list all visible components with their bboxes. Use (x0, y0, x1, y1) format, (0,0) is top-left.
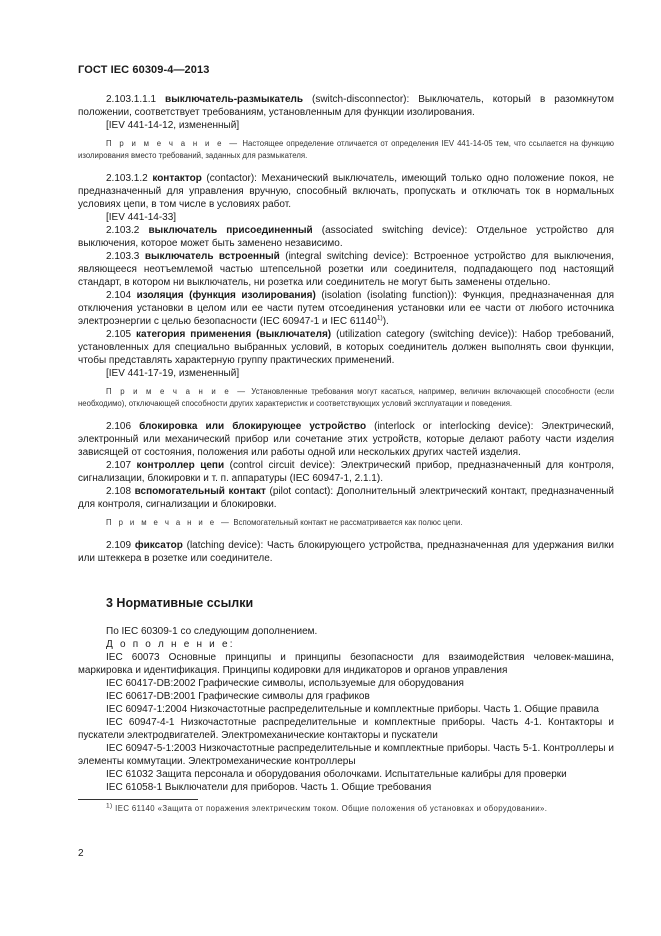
clause-2-103-2: 2.103.2 выключатель присоединенный (associated switching device): Отдельное устройство для выключения, которое может быть заменено независимо. (78, 225, 614, 249)
footnote: $^{1)}$ IEC 61140 «Защита от поражения электрическим током. Общие положения об установках и оборудовании». (106, 802, 548, 813)
clause-2-108: 2.108 вспомогательный контакт (pilot contact): Дополнительный электрический контакт, предназначенный для контроля, сигнализации и блокировки. (78, 486, 614, 510)
normative-ref: IEC 60947-5-1:2003 Низкочастотные распределительные и комплектные приборы. Часть 5-1. Контроллеры и элементы коммутации. Электромеханические контроллеры (78, 743, 614, 767)
clause-2-109: 2.109 фиксатор (latching device): Часть блокирующего устройства, предназначенная для удержания вилки или штеккера в розетке или соединителе. (78, 540, 614, 564)
footnote-mark: 1) (376, 314, 383, 322)
clause-2-107: 2.107 контроллер цепи (control circuit device): Электрический прибор, предназначенный для контроля, сигнализации, блокировки и т. п. аппаратуры (IEC 60947-1, 2.1.1). (78, 460, 614, 484)
term: выключатель встроенный (144, 251, 280, 262)
term: изоляция (функция изолирования) (136, 290, 316, 301)
addition-label: Д о п о л н е н и е: (106, 639, 235, 650)
page-number: 2 (78, 848, 84, 859)
normative-ref: IEC 61032 Защита персонала и оборудования оболочками. Испытательные калибры для проверки (106, 769, 567, 780)
iev-reference: [IEV 441-14-12, измененный] (106, 120, 240, 131)
term: категория применения (выключателя) (136, 329, 332, 340)
term: выключатель-размыкатель (165, 94, 304, 105)
section-intro: По IEC 60309-1 со следующим дополнением. (106, 626, 318, 637)
normative-ref: IEC 60417-DB:2002 Графические символы, используемые для оборудования (106, 678, 464, 689)
clause-2-103-1-2: 2.103.1.2 контактор (contactor): Механический выключатель, имеющий только одно положение покоя, не предназначенный для управления вручную, способный включать, пропускать и отключать ток в нормальных условиях цепи, в том числе в условиях работ. (78, 173, 615, 210)
iev-reference: [IEV 441-14-33] (106, 212, 177, 223)
term: контроллер цепи (136, 460, 225, 471)
clause-2-103-3: 2.103.3 выключатель встроенный (integral switching device): Встроенное устройство для выключения, являющееся неотъемлемой частью штепсельной розетки или соединителя, подпадающего под настоящий стандарт, в котором ни выключатель, ни розетка или соединитель не могут быть заменены отдельно. (78, 251, 614, 288)
document-header: ГОСТ IEC 60309-4—2013 (78, 64, 210, 76)
normative-ref: IEC 60073 Основные принципы и принципы безопасности для взаимодействия человек-машина, маркировка и идентификация. Принципы кодировки для индикаторов и органов управления (78, 652, 614, 676)
document-body (78, 93, 614, 815)
term: фиксатор (134, 540, 183, 551)
term: выключатель присоединенный (148, 225, 313, 236)
note: П р и м е ч а н и е — Установленные требования могут касаться, например, величин включающей способности (если необходимо), отключающей способности других характеристик и соответствующих условий эксплуатации и поведения. (78, 387, 614, 408)
section-heading: 3 Нормативные ссылки (106, 596, 254, 610)
normative-ref: IEC 60617-DB:2001 Графические символы для графиков (106, 691, 370, 702)
term: контактор (152, 173, 202, 184)
clause-2-105: 2.105 категория применения (выключателя) (utilization category (switching device)): Набор требований, установленных для специально выбранных условий, в которых соединитель должен выполнять свои функции, чтобы представлять характерную группу практических применений. (78, 329, 615, 366)
note: П р и м е ч а н и е — Вспомогательный контакт не рассматривается как полюс цепи. (106, 518, 463, 527)
term: блокировка или блокирующее устройство (139, 421, 367, 432)
normative-ref: IEC 60947-4-1 Низкочастотные распределительные и комплектные приборы. Часть 4-1. Контакторы и пускатели электродвигателей. Электромеханические контакторы и пускатели (78, 717, 614, 741)
clause-2-106: 2.106 блокировка или блокирующее устройство (interlock or interlocking device): Электрический, электронный или механический прибор или сочетание этих устройств, которые делают работу части изделия зависящей от состояния, положения или работы одной или нескольких других частей изделия. (78, 421, 615, 458)
clause-2-104: 2.104 изоляция (функция изолирования) (isolation (isolating function)): Функция, предназначенная для отключения установки в целом или ее части путем отсоединения установки или ее части от любого источника электроэнергии с целью безопасности (IEC 60947-1 и IEC 61140$^{1)}$). (78, 290, 614, 327)
note: П р и м е ч а н и е — Настоящее определение отличается от определения IEV 441-14-05 тем, что ссылается на функцию изолирования вместо требований, заданных для размыкателя. (78, 139, 614, 160)
clause-2-103-1-1-1: 2.103.1.1.1 выключатель-размыкатель (switch-disconnector): Выключатель, который в разомкнутом положении, соответствует требованиям, установленным для функции изолирования. (78, 94, 614, 118)
iev-reference: [IEV 441-17-19, измененный] (106, 368, 240, 379)
term: вспомогательный контакт (134, 486, 266, 497)
normative-ref: IEC 60947-1:2004 Низкочастотные распределительные и комплектные приборы. Часть 1. Общие правила (106, 704, 599, 715)
normative-ref: IEC 61058-1 Выключатели для приборов. Часть 1. Общие требования (106, 782, 432, 793)
